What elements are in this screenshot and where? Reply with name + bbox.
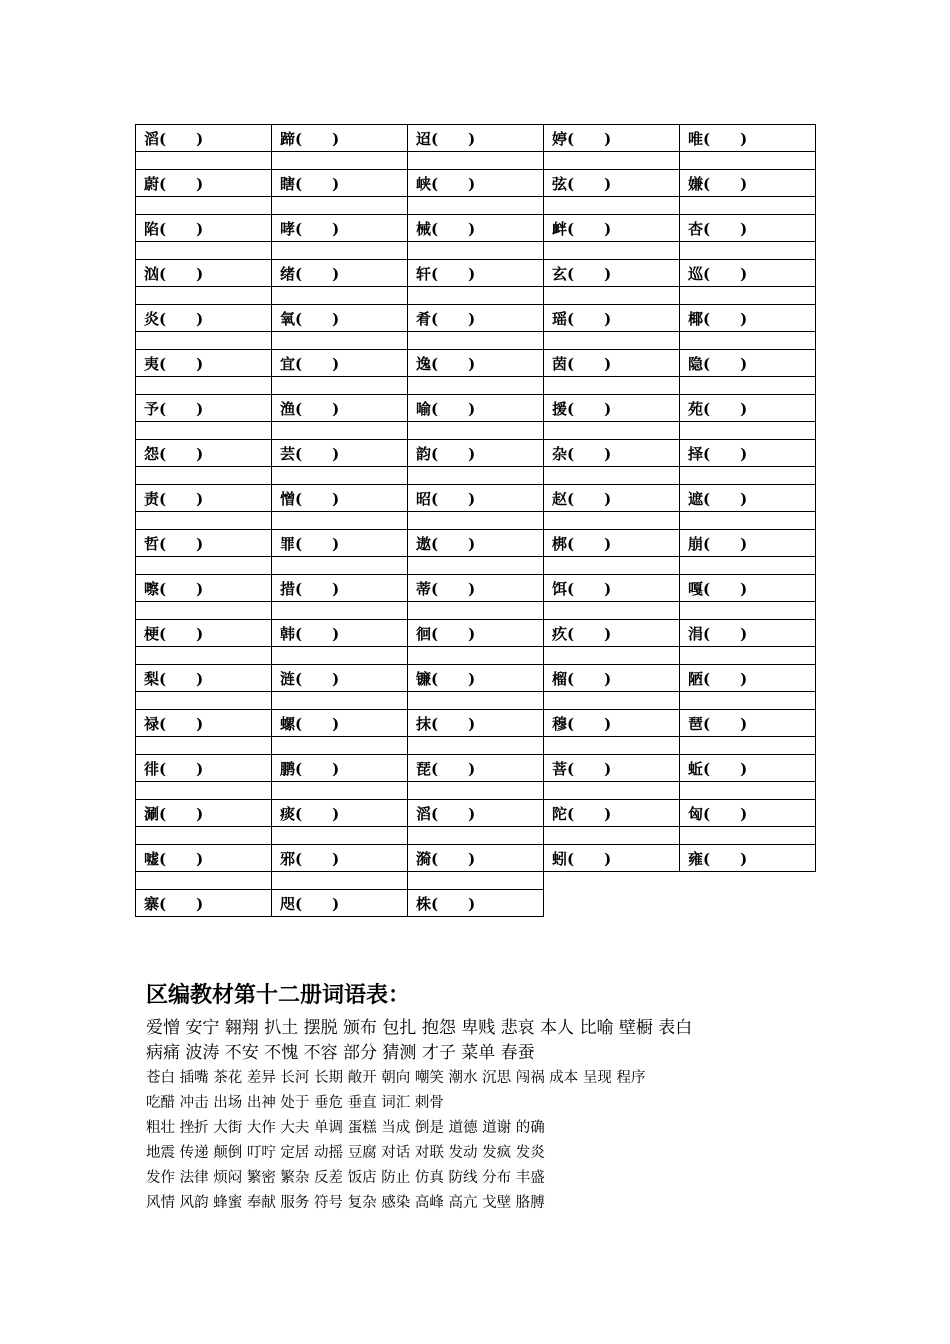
char-cell: 梗( ) [136,620,272,647]
char-cell: 镰( ) [408,665,544,692]
empty-cell [544,890,680,917]
char-cell: 崩( ) [680,530,816,557]
char-cell: 榴( ) [544,665,680,692]
spacer-cell [680,197,816,215]
char-cell: 措( ) [272,575,408,602]
word-line: 地震 传递 颠倒 叮咛 定居 动摇 豆腐 对话 对联 发动 发疯 发炎 [146,1145,545,1161]
char-cell: 涟( ) [272,665,408,692]
char-cell: 杏( ) [680,215,816,242]
char-cell: 峡( ) [408,170,544,197]
char-cell: 宜( ) [272,350,408,377]
char-cell: 嘎( ) [680,575,816,602]
spacer-cell [272,692,408,710]
char-cell: 怨( ) [136,440,272,467]
spacer-cell [680,692,816,710]
spacer-row [136,287,816,305]
spacer-cell [408,197,544,215]
spacer-cell [272,827,408,845]
spacer-cell [408,377,544,395]
spacer-cell [272,377,408,395]
spacer-row [136,557,816,575]
spacer-cell [408,287,544,305]
spacer-cell [544,827,680,845]
empty-cell [680,872,816,890]
char-cell: 瑶( ) [544,305,680,332]
spacer-cell [544,467,680,485]
char-cell: 陷( ) [136,215,272,242]
char-cell: 械( ) [408,215,544,242]
char-cell: 梨( ) [136,665,272,692]
spacer-cell [136,827,272,845]
char-cell: 憎( ) [272,485,408,512]
char-cell: 衅( ) [544,215,680,242]
char-cell: 迢( ) [408,125,544,152]
spacer-cell [136,287,272,305]
spacer-cell [680,827,816,845]
char-row [136,890,816,917]
spacer-cell [408,692,544,710]
word-line: 吃醋 冲击 出场 出神 处于 垂危 垂直 词汇 刺骨 [146,1095,444,1111]
spacer-row [136,782,816,800]
spacer-cell [408,422,544,440]
spacer-cell [680,332,816,350]
word-line: 病痛 波涛 不安 不愧 不容 部分 猜测 才子 菜单 春蚕 [146,1043,535,1063]
char-cell: 咫( ) [272,890,408,917]
char-cell: 嘘( ) [136,845,272,872]
spacer-cell [544,242,680,260]
spacer-cell [408,152,544,170]
spacer-cell [272,287,408,305]
char-cell: 涓( ) [680,620,816,647]
char-row [136,125,816,152]
char-cell: 渔( ) [272,395,408,422]
spacer-cell [680,422,816,440]
spacer-cell [408,512,544,530]
section-title: 区编教材第十二册词语表： [146,983,411,1008]
char-cell: 哲( ) [136,530,272,557]
spacer-cell [544,152,680,170]
char-cell: 徘( ) [136,755,272,782]
char-cell: 滔( ) [136,125,272,152]
char-cell: 瞎( ) [272,170,408,197]
char-cell: 涮( ) [136,800,272,827]
spacer-cell [680,152,816,170]
char-row [136,170,816,197]
char-row [136,755,816,782]
spacer-cell [136,692,272,710]
spacer-row [136,422,816,440]
spacer-cell [544,197,680,215]
char-cell: 疚( ) [544,620,680,647]
char-cell: 责( ) [136,485,272,512]
spacer-cell [544,422,680,440]
spacer-cell [272,647,408,665]
spacer-cell [272,152,408,170]
spacer-cell [136,152,272,170]
char-cell: 弦( ) [544,170,680,197]
char-cell: 炎( ) [136,305,272,332]
spacer-row [136,467,816,485]
spacer-row [136,872,816,890]
empty-cell [544,872,680,890]
char-row [136,665,816,692]
char-cell: 鹏( ) [272,755,408,782]
char-cell: 螺( ) [272,710,408,737]
char-cell: 韵( ) [408,440,544,467]
spacer-cell [272,782,408,800]
spacer-cell [680,737,816,755]
char-cell: 蒂( ) [408,575,544,602]
spacer-row [136,827,816,845]
char-cell: 绪( ) [272,260,408,287]
char-cell: 徊( ) [408,620,544,647]
char-cell: 巡( ) [680,260,816,287]
char-cell: 择( ) [680,440,816,467]
spacer-cell [544,782,680,800]
char-cell: 昭( ) [408,485,544,512]
char-cell: 遮( ) [680,485,816,512]
char-cell: 饵( ) [544,575,680,602]
spacer-cell [136,872,272,890]
spacer-cell [408,467,544,485]
word-line: 粗壮 挫折 大街 大作 大夫 单调 蛋糕 当成 倒是 道德 道谢 的确 [146,1120,545,1136]
spacer-cell [680,602,816,620]
spacer-row [136,647,816,665]
spacer-cell [408,737,544,755]
char-row [136,530,816,557]
char-cell: 韩( ) [272,620,408,647]
char-cell: 蚯( ) [680,755,816,782]
spacer-cell [680,557,816,575]
spacer-cell [136,647,272,665]
spacer-row [136,692,816,710]
spacer-cell [408,827,544,845]
char-cell: 汹( ) [136,260,272,287]
char-cell: 痰( ) [272,800,408,827]
spacer-cell [544,287,680,305]
char-row [136,800,816,827]
char-cell: 赵( ) [544,485,680,512]
char-cell: 琶( ) [680,710,816,737]
char-cell: 匈( ) [680,800,816,827]
empty-cell [680,890,816,917]
spacer-row [136,242,816,260]
char-cell: 寨( ) [136,890,272,917]
char-cell: 嫌( ) [680,170,816,197]
char-cell: 漪( ) [408,845,544,872]
word-line: 发作 法律 烦闷 繁密 繁杂 反差 饭店 防止 仿真 防线 分布 丰盛 [146,1170,545,1186]
spacer-cell [544,512,680,530]
spacer-cell [136,557,272,575]
char-cell: 芸( ) [272,440,408,467]
spacer-cell [544,557,680,575]
char-row [136,260,816,287]
char-cell: 氧( ) [272,305,408,332]
char-cell: 抹( ) [408,710,544,737]
char-cell: 滔( ) [408,800,544,827]
spacer-cell [136,332,272,350]
char-cell: 蚓( ) [544,845,680,872]
spacer-cell [136,422,272,440]
spacer-row [136,152,816,170]
spacer-cell [680,782,816,800]
char-cell: 陋( ) [680,665,816,692]
char-cell: 隐( ) [680,350,816,377]
spacer-cell [544,647,680,665]
spacer-cell [408,782,544,800]
char-row [136,845,816,872]
spacer-cell [136,602,272,620]
char-cell: 菩( ) [544,755,680,782]
char-row [136,395,816,422]
spacer-cell [272,332,408,350]
char-cell: 予( ) [136,395,272,422]
char-row [136,575,816,602]
spacer-cell [544,692,680,710]
char-cell: 哮( ) [272,215,408,242]
char-cell: 茵( ) [544,350,680,377]
spacer-cell [272,737,408,755]
word-line: 风情 风韵 蜂蜜 奉献 服务 符号 复杂 感染 高峰 高亢 戈壁 胳膊 [146,1195,545,1211]
char-cell: 援( ) [544,395,680,422]
word-line: 苍白 插嘴 茶花 差异 长河 长期 敞开 朝向 嘲笑 潮水 沉思 闯祸 成本 呈现 程序 [146,1070,646,1086]
spacer-cell [272,467,408,485]
char-cell: 禄( ) [136,710,272,737]
char-cell: 邪( ) [272,845,408,872]
char-cell: 苑( ) [680,395,816,422]
char-cell: 轩( ) [408,260,544,287]
spacer-cell [272,872,408,890]
char-cell: 穆( ) [544,710,680,737]
spacer-cell [272,602,408,620]
char-cell: 椰( ) [680,305,816,332]
char-cell: 逸( ) [408,350,544,377]
spacer-row [136,197,816,215]
spacer-cell [272,242,408,260]
spacer-cell [136,467,272,485]
spacer-cell [408,647,544,665]
char-pinyin-table [135,124,816,917]
char-row [136,710,816,737]
char-cell: 梆( ) [544,530,680,557]
spacer-cell [408,242,544,260]
char-row [136,350,816,377]
spacer-cell [544,737,680,755]
char-row [136,440,816,467]
char-cell: 株( ) [408,890,544,917]
char-cell: 唯( ) [680,125,816,152]
spacer-cell [136,737,272,755]
spacer-cell [272,512,408,530]
spacer-cell [680,647,816,665]
char-cell: 嚓( ) [136,575,272,602]
char-cell: 罪( ) [272,530,408,557]
spacer-cell [136,782,272,800]
spacer-cell [272,557,408,575]
spacer-cell [680,512,816,530]
spacer-cell [408,602,544,620]
spacer-cell [136,512,272,530]
spacer-cell [680,242,816,260]
word-line: 爱憎 安宁 翱翔 扒土 摆脱 颁布 包扎 抱怨 卑贱 悲哀 本人 比喻 壁橱 表白 [146,1018,693,1038]
spacer-cell [408,332,544,350]
spacer-row [136,377,816,395]
char-cell: 蹄( ) [272,125,408,152]
spacer-cell [408,872,544,890]
char-cell: 杂( ) [544,440,680,467]
char-row [136,215,816,242]
spacer-row [136,512,816,530]
char-cell: 蔚( ) [136,170,272,197]
char-cell: 肴( ) [408,305,544,332]
spacer-cell [136,197,272,215]
char-cell: 婷( ) [544,125,680,152]
spacer-cell [544,602,680,620]
char-row [136,305,816,332]
spacer-row [136,602,816,620]
char-row [136,620,816,647]
char-cell: 玄( ) [544,260,680,287]
char-cell: 琵( ) [408,755,544,782]
spacer-cell [544,377,680,395]
spacer-row [136,332,816,350]
spacer-cell [408,557,544,575]
spacer-row [136,737,816,755]
char-cell: 遨( ) [408,530,544,557]
spacer-cell [136,242,272,260]
char-cell: 陀( ) [544,800,680,827]
char-cell: 喻( ) [408,395,544,422]
spacer-cell [136,377,272,395]
char-cell: 夷( ) [136,350,272,377]
char-cell: 雍( ) [680,845,816,872]
spacer-cell [272,197,408,215]
spacer-cell [680,287,816,305]
spacer-cell [680,377,816,395]
spacer-cell [680,467,816,485]
spacer-cell [544,332,680,350]
spacer-cell [272,422,408,440]
word-list [146,1016,836,1216]
char-row [136,485,816,512]
